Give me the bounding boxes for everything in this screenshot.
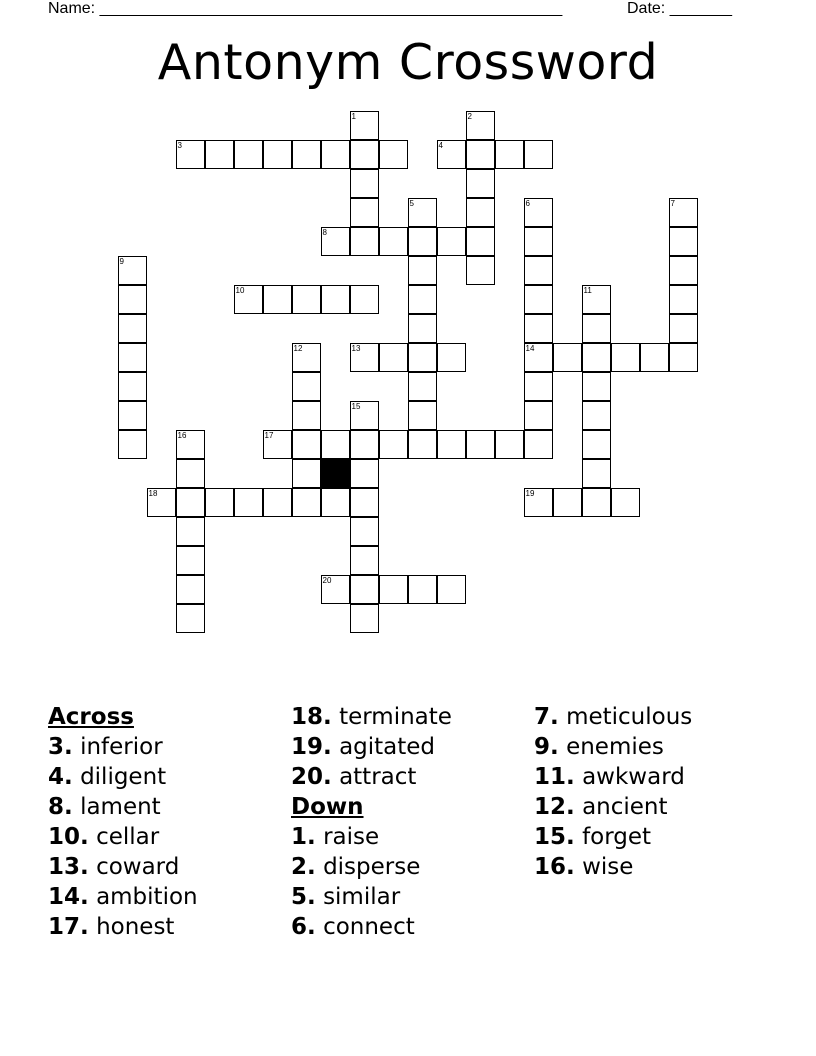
clue-text: forget [582,824,652,850]
grid-cell[interactable] [379,430,408,459]
grid-cell[interactable] [292,430,321,459]
grid-cell[interactable] [321,285,350,314]
clue-number-label: 19 [525,488,535,498]
clue-across-18 [291,702,452,732]
grid-cell[interactable] [350,343,379,372]
clue-text: coward [96,854,180,880]
clue-number: 6. [291,914,316,940]
clue-number-label: 20 [322,575,332,585]
clue-number-label: 17 [264,430,274,440]
grid-cell[interactable] [292,285,321,314]
grid-cell[interactable] [582,343,611,372]
grid-cell[interactable] [524,227,553,256]
name-field-line[interactable]: Name: ____________________________________________________ [48,0,563,17]
clue-number-label: 8 [322,227,327,237]
grid-cell[interactable] [118,285,147,314]
grid-cell[interactable] [350,140,379,169]
grid-cell[interactable] [176,604,205,633]
clue-number-label: 5 [409,198,414,208]
grid-cell[interactable] [263,140,292,169]
clue-number-label: 18 [148,488,158,498]
clue-text: terminate [339,704,452,730]
clue-number-label: 15 [351,401,361,411]
grid-cell[interactable] [669,256,698,285]
clue-text: enemies [566,734,664,760]
clue-number: 10. [48,824,89,850]
clue-across-17 [48,912,198,942]
grid-cell[interactable] [234,285,263,314]
grid-cell[interactable] [176,140,205,169]
grid-cell[interactable] [582,488,611,517]
grid-cell[interactable] [321,488,350,517]
clue-text: ambition [96,884,198,910]
grid-cell[interactable] [408,372,437,401]
clue-text: inferior [80,734,163,760]
grid-cell[interactable] [524,256,553,285]
grid-cell[interactable] [321,430,350,459]
grid-cell[interactable] [350,575,379,604]
clue-across-20 [291,762,452,792]
grid-cell[interactable] [669,227,698,256]
grid-cell[interactable] [350,517,379,546]
grid-cell[interactable] [350,401,379,430]
grid-cell[interactable] [292,140,321,169]
grid-cell[interactable] [176,459,205,488]
clue-down-15 [534,822,692,852]
grid-cell[interactable] [524,140,553,169]
clue-across-8 [48,792,198,822]
clue-number: 5. [291,884,316,910]
clue-column-2 [291,702,452,942]
clue-number-label: 13 [351,343,361,353]
date-field-line[interactable]: Date: _______ [627,0,732,17]
grid-cell[interactable] [495,140,524,169]
clue-across-10 [48,822,198,852]
clue-number-label: 11 [583,285,592,295]
clue-down-6 [291,912,452,942]
grid-cell[interactable] [408,343,437,372]
grid-cell[interactable] [408,575,437,604]
grid-cell[interactable] [118,430,147,459]
grid-cell[interactable] [379,140,408,169]
clue-number-label: 2 [467,111,472,121]
grid-cell[interactable] [176,488,205,517]
grid-cell[interactable] [524,343,553,372]
grid-cell[interactable] [379,343,408,372]
page-title: Antonym Crossword [157,34,659,91]
clue-down-7 [534,702,692,732]
clue-column-1 [48,702,198,942]
clue-number: 13. [48,854,89,880]
grid-cell[interactable] [611,488,640,517]
grid-cell[interactable] [669,198,698,227]
grid-cell[interactable] [147,488,176,517]
clue-number: 7. [534,704,559,730]
clue-number-label: 10 [235,285,245,295]
grid-cell[interactable] [466,430,495,459]
grid-cell[interactable] [350,546,379,575]
clue-down-9 [534,732,692,762]
grid-cell[interactable] [408,198,437,227]
grid-cell[interactable] [437,343,466,372]
grid-cell[interactable] [350,227,379,256]
grid-cell[interactable] [408,227,437,256]
grid-cell[interactable] [118,314,147,343]
clue-number: 1. [291,824,316,850]
clue-column-3 [534,702,692,882]
grid-cell[interactable] [408,430,437,459]
clue-number-label: 1 [351,111,356,121]
clue-number-label: 12 [293,343,303,353]
clue-number: 8. [48,794,73,820]
grid-cell[interactable] [524,285,553,314]
clue-number-label: 6 [525,198,530,208]
clue-text: wise [582,854,634,880]
grid-cell[interactable] [350,198,379,227]
grid-cell[interactable] [466,198,495,227]
clue-text: raise [323,824,380,850]
clue-number: 20. [291,764,332,790]
clue-down-16 [534,852,692,882]
grid-cell[interactable] [408,401,437,430]
clue-number: 11. [534,764,575,790]
grid-cell[interactable] [437,140,466,169]
grid-cell[interactable] [350,169,379,198]
grid-cell[interactable] [582,285,611,314]
clue-number-label: 9 [119,256,124,266]
grid-cell[interactable] [611,343,640,372]
grid-cell[interactable] [466,169,495,198]
grid-cell[interactable] [669,285,698,314]
grid-cell[interactable] [350,488,379,517]
grid-cell[interactable] [466,140,495,169]
clue-down-2 [291,852,452,882]
clue-across-3 [48,732,198,762]
grid-cell[interactable] [292,401,321,430]
grid-cell[interactable] [466,111,495,140]
grid-cell[interactable] [553,343,582,372]
clue-down-1 [291,822,452,852]
grid-cell[interactable] [408,285,437,314]
grid-cell[interactable] [669,314,698,343]
clue-number: 14. [48,884,89,910]
grid-cell[interactable] [379,575,408,604]
grid-cell[interactable] [640,343,669,372]
clue-number-label: 4 [438,140,443,150]
grid-cell[interactable] [205,140,234,169]
grid-cell[interactable] [176,546,205,575]
grid-cell[interactable] [176,575,205,604]
grid-cell[interactable] [437,575,466,604]
grid-cell[interactable] [292,372,321,401]
grid-cell[interactable] [234,140,263,169]
grid-cell[interactable] [234,488,263,517]
grid-cell[interactable] [524,488,553,517]
grid-cell[interactable] [408,256,437,285]
grid-cell[interactable] [350,430,379,459]
clue-number: 12. [534,794,575,820]
clue-text: disperse [323,854,421,880]
grid-cell[interactable] [582,401,611,430]
grid-cell[interactable] [350,285,379,314]
grid-cell[interactable] [292,343,321,372]
grid-cell[interactable] [582,430,611,459]
clue-number: 18. [291,704,332,730]
clue-text: diligent [80,764,167,790]
grid-cell[interactable] [176,517,205,546]
grid-cell[interactable] [466,256,495,285]
clue-number: 3. [48,734,73,760]
clue-text: cellar [96,824,160,850]
grid-cell[interactable] [582,314,611,343]
grid-cell[interactable] [263,285,292,314]
grid-cell[interactable] [524,314,553,343]
clue-number: 9. [534,734,559,760]
grid-cell[interactable] [350,604,379,633]
clue-number: 15. [534,824,575,850]
grid-cell[interactable] [495,430,524,459]
clue-text: connect [323,914,415,940]
grid-cell[interactable] [437,430,466,459]
clue-down-11 [534,762,692,792]
clue-number: 17. [48,914,89,940]
grid-cell[interactable] [466,227,495,256]
clue-number: 2. [291,854,316,880]
clue-down-5 [291,882,452,912]
clue-text: awkward [582,764,685,790]
clue-number-label: 14 [525,343,535,353]
clue-across-19 [291,732,452,762]
grid-cell[interactable] [408,314,437,343]
grid-cell[interactable] [437,227,466,256]
clue-text: ancient [582,794,668,820]
grid-cell[interactable] [553,488,582,517]
clue-text: honest [96,914,175,940]
clue-down-12 [534,792,692,822]
down-heading: Down [291,794,364,820]
grid-cell[interactable] [524,198,553,227]
grid-cell[interactable] [263,430,292,459]
clue-text: attract [339,764,417,790]
grid-cell[interactable] [350,459,379,488]
grid-cell[interactable] [524,430,553,459]
grid-cell[interactable] [292,459,321,488]
grid-cell[interactable] [263,488,292,517]
clue-number-label: 3 [177,140,182,150]
clue-text: similar [323,884,401,910]
grid-cell[interactable] [118,256,147,285]
grid-cell[interactable] [379,227,408,256]
grid-cell[interactable] [118,372,147,401]
clue-across-4 [48,762,198,792]
grid-cell[interactable] [524,401,553,430]
black-cell [321,459,350,488]
clue-text: lament [80,794,161,820]
clue-number: 16. [534,854,575,880]
clue-number: 4. [48,764,73,790]
clue-text: agitated [339,734,436,760]
clue-text: meticulous [566,704,693,730]
grid-cell[interactable] [321,227,350,256]
clue-number: 19. [291,734,332,760]
clue-number-label: 7 [670,198,675,208]
grid-cell[interactable] [524,372,553,401]
clue-across-13 [48,852,198,882]
across-heading: Across [48,704,134,730]
grid-cell[interactable] [205,488,234,517]
grid-cell[interactable] [292,488,321,517]
grid-cell[interactable] [176,430,205,459]
grid-cell[interactable] [321,575,350,604]
grid-cell[interactable] [582,372,611,401]
grid-cell[interactable] [350,111,379,140]
grid-cell[interactable] [582,459,611,488]
grid-cell[interactable] [669,343,698,372]
grid-cell[interactable] [321,140,350,169]
grid-cell[interactable] [118,343,147,372]
clue-across-14 [48,882,198,912]
grid-cell[interactable] [118,401,147,430]
clue-number-label: 16 [177,430,187,440]
